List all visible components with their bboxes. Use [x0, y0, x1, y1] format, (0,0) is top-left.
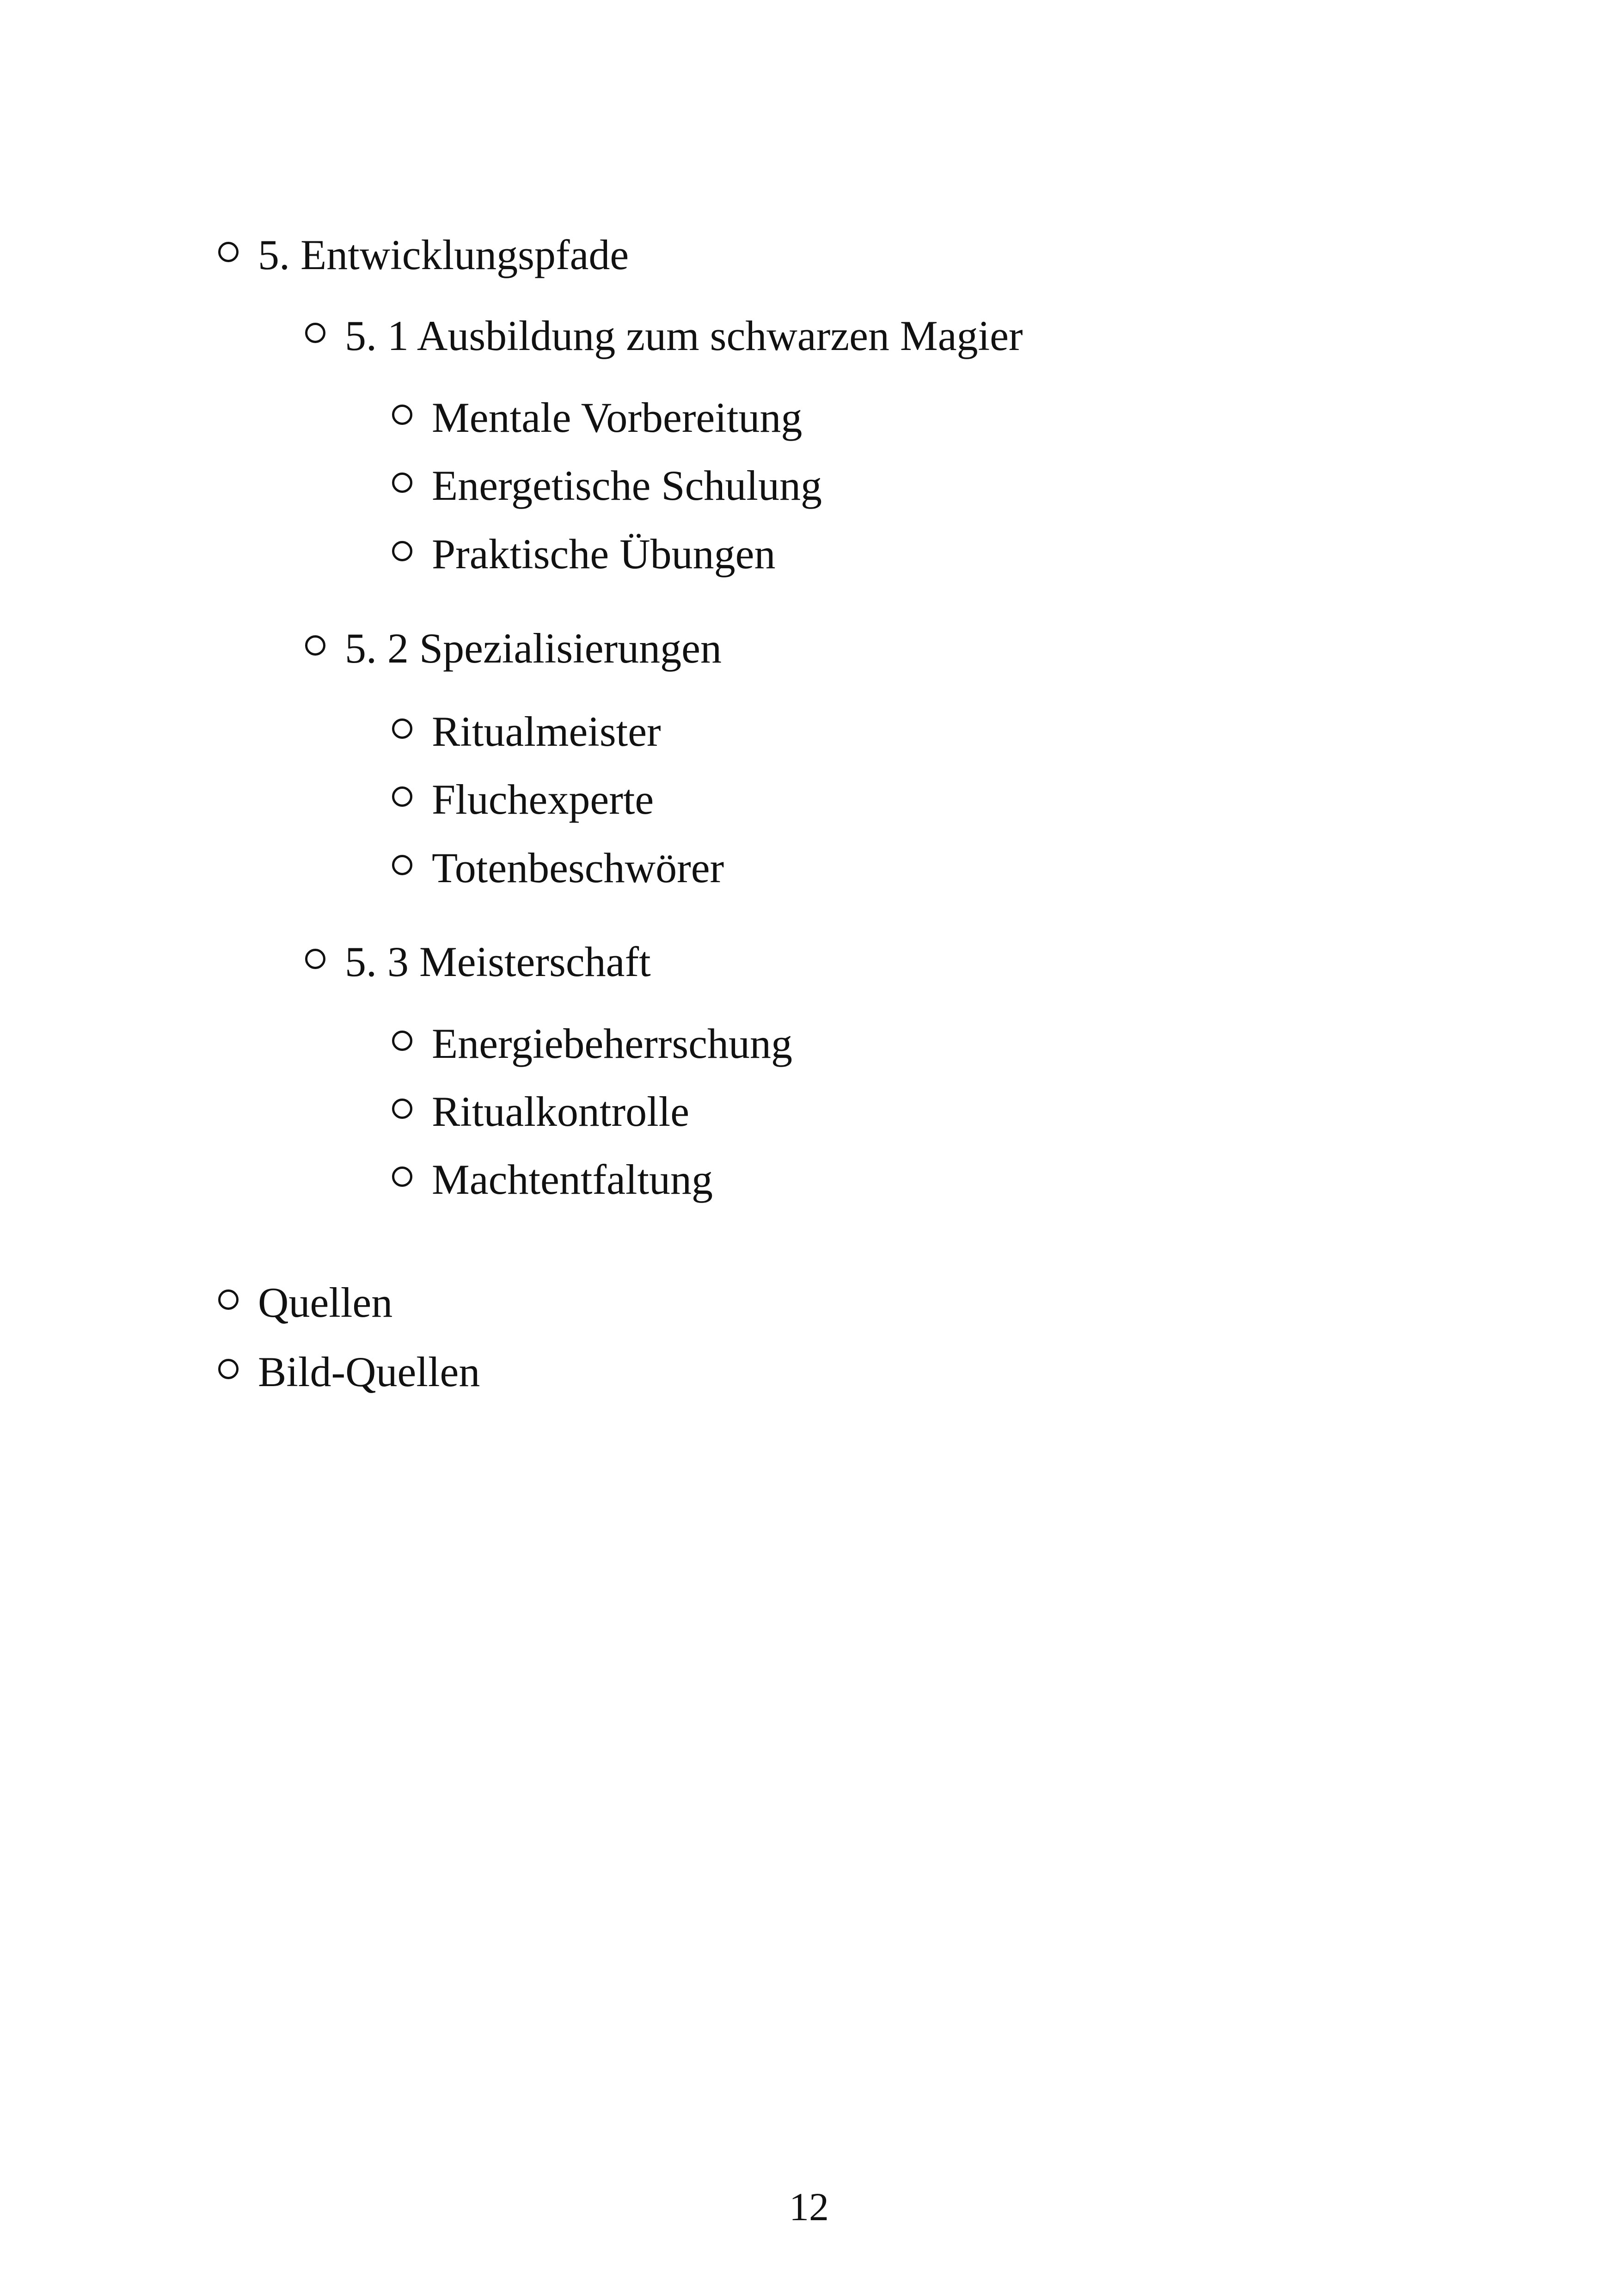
- toc-entry-label: Fluchexperte: [432, 776, 654, 823]
- circle-bullet-icon: [392, 1166, 412, 1187]
- circle-bullet-icon: [305, 635, 325, 656]
- circle-bullet-icon: [392, 1031, 412, 1051]
- toc-entry-label: Totenbeschwörer: [432, 844, 724, 891]
- circle-bullet-icon: [392, 786, 412, 807]
- circle-bullet-icon: [392, 1099, 412, 1119]
- circle-bullet-icon: [392, 718, 412, 739]
- circle-bullet-icon: [218, 242, 239, 262]
- circle-bullet-icon: [392, 405, 412, 425]
- toc-entry-label: Energetische Schulung: [432, 462, 822, 509]
- toc-entry-label: Mentale Vorbereitung: [432, 394, 803, 441]
- toc-entry-label: 5. 1 Ausbildung zum schwarzen Magier: [345, 312, 1023, 359]
- circle-bullet-icon: [218, 1359, 239, 1379]
- toc-entry-label: Energiebeherrschung: [432, 1020, 792, 1067]
- circle-bullet-icon: [392, 855, 412, 875]
- toc-entry-label: Bild-Quellen: [258, 1348, 480, 1395]
- circle-bullet-icon: [305, 323, 325, 343]
- toc-entry-label: Praktische Übungen: [432, 530, 776, 577]
- circle-bullet-icon: [392, 541, 412, 561]
- circle-bullet-icon: [392, 473, 412, 493]
- toc-entry-label: Ritualkontrolle: [432, 1088, 690, 1135]
- circle-bullet-icon: [305, 949, 325, 969]
- toc-entry-label: 5. 2 Spezialisierungen: [345, 625, 722, 672]
- circle-bullet-icon: [218, 1289, 239, 1310]
- toc-entry-label: Machtentfaltung: [432, 1156, 713, 1203]
- page-number: 12: [789, 2185, 829, 2229]
- toc-entry-label: Ritualmeister: [432, 708, 661, 755]
- toc-entry-label: 5. Entwicklungspfade: [258, 231, 629, 278]
- toc-entry-label: 5. 3 Meisterschaft: [345, 938, 651, 985]
- toc-entry-label: Quellen: [258, 1279, 393, 1326]
